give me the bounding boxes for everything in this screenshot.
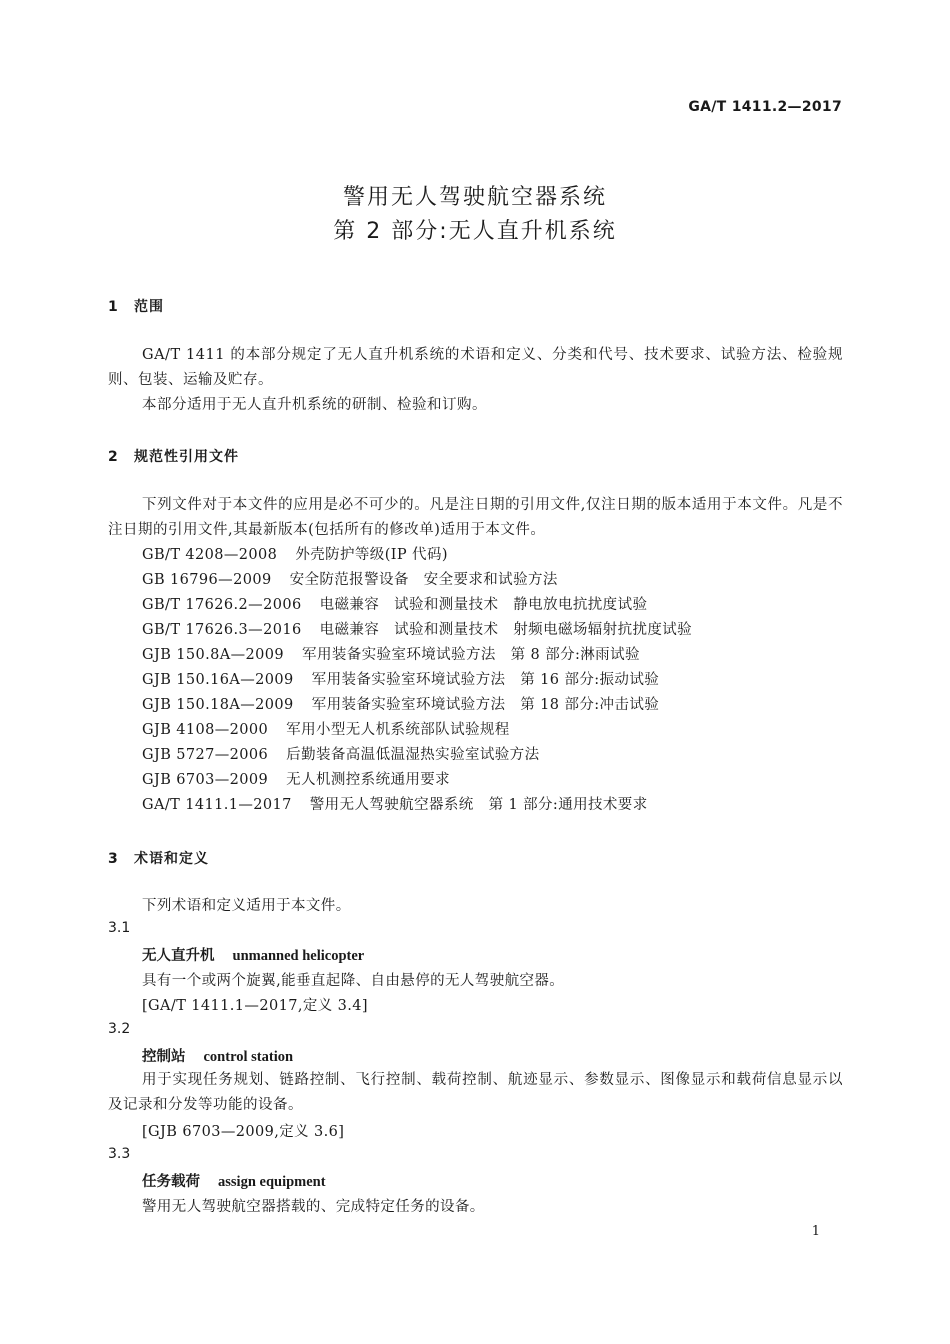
reference-item: GB 16796—2009 安全防范报警设备 安全要求和试验方法 [142, 572, 558, 588]
term-number: 3.3 [108, 1146, 131, 1162]
reference-item: GJB 150.8A—2009 军用装备实验室环境试验方法 第 8 部分:淋雨试验 [142, 647, 640, 663]
terms-intro: 下列术语和定义适用于本文件。 [142, 898, 351, 914]
term-number: 3.2 [108, 1021, 131, 1037]
section-heading-scope [108, 296, 164, 316]
term-definition: 用于实现任务规划、链路控制、飞行控制、载荷控制、航迹显示、参数显示、图像显示和载荷信息显示以及记录和分发等功能的设备。 [108, 1072, 843, 1113]
reference-item: GJB 4108—2000 军用小型无人机系统部队试验规程 [142, 722, 510, 738]
scope-paragraph-1: GA/T 1411 的本部分规定了无人直升机系统的术语和定义、分类和代号、技术要求、试验方法、检验规则、包装、运输及贮存。 [108, 347, 843, 388]
reference-item: GB/T 17626.3—2016 电磁兼容 试验和测量技术 射频电磁场辐射抗扰度试验 [142, 622, 693, 638]
term-title: 任务载荷 assign equipment [142, 1173, 326, 1190]
document-title-line1: 警用无人驾驶航空器系统 [342, 185, 607, 210]
scope-paragraph-2: 本部分适用于无人直升机系统的研制、检验和订购。 [142, 397, 487, 413]
term-source: [GJB 6703—2009,定义 3.6] [142, 1124, 345, 1140]
section-title: 范围 [134, 299, 164, 315]
section-heading-normative [108, 446, 239, 466]
normative-intro: 下列文件对于本文件的应用是必不可少的。凡是注日期的引用文件,仅注日期的版本适用于本文件。凡是不注日期的引用文件,其最新版本(包括所有的修改单)适用于本文件。 [108, 497, 843, 538]
section-title: 术语和定义 [134, 851, 209, 867]
term-title: 控制站 control station [142, 1048, 294, 1065]
term-title: 无人直升机 unmanned helicopter [142, 947, 365, 964]
term-definition: 具有一个或两个旋翼,能垂直起降、自由悬停的无人驾驶航空器。 [142, 973, 565, 989]
section-title: 规范性引用文件 [134, 449, 239, 465]
term-definition: 警用无人驾驶航空器搭载的、完成特定任务的设备。 [142, 1199, 485, 1215]
reference-item: GA/T 1411.1—2017 警用无人驾驶航空器系统 第 1 部分:通用技术要求 [142, 797, 648, 813]
section-number: 3 [108, 851, 119, 867]
document-code: GA/T 1411.2—2017 [688, 99, 842, 115]
section-number: 2 [108, 449, 119, 465]
term-source: [GA/T 1411.1—2017,定义 3.4] [142, 998, 368, 1014]
document-title-line2: 第 2 部分:无人直升机系统 [333, 219, 617, 244]
reference-item: GJB 150.18A—2009 军用装备实验室环境试验方法 第 18 部分:冲击试验 [142, 697, 660, 713]
reference-item: GB/T 17626.2—2006 电磁兼容 试验和测量技术 静电放电抗扰度试验 [142, 597, 648, 613]
section-heading-terms [108, 848, 209, 868]
section-number: 1 [108, 299, 119, 315]
page-number: 1 [811, 1224, 820, 1239]
reference-item: GJB 150.16A—2009 军用装备实验室环境试验方法 第 16 部分:振动试验 [142, 672, 660, 688]
reference-item: GJB 6703—2009 无人机测控系统通用要求 [142, 772, 451, 788]
term-number: 3.1 [108, 920, 131, 936]
reference-item: GJB 5727—2006 后勤装备高温低温湿热实验室试验方法 [142, 747, 540, 763]
reference-item: GB/T 4208—2008 外壳防护等级(IP 代码) [142, 547, 448, 563]
